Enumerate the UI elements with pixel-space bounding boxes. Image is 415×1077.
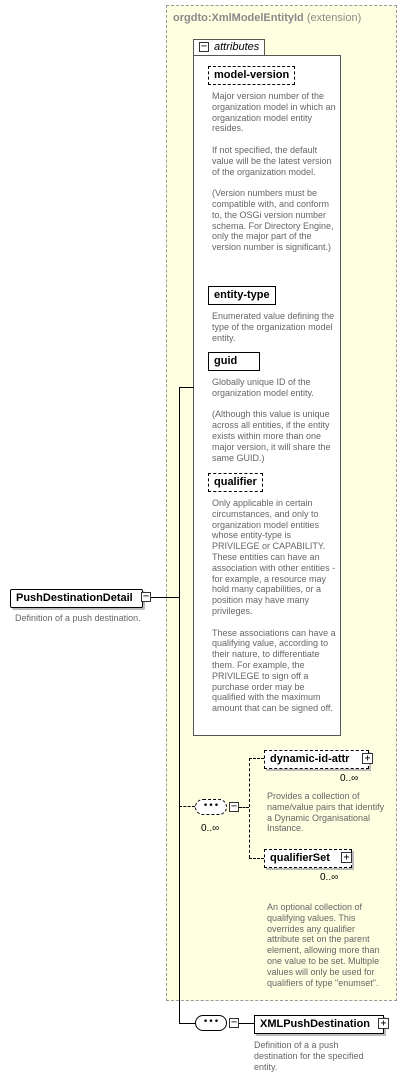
attribute-guid-description: Globally unique ID of the organization model entity. (Although this value is unique across all entities, if the entity exists within more than one major version, it will share the same GUID.) xyxy=(212,377,331,463)
connector-root xyxy=(151,597,179,598)
element-xml-push-destination[interactable]: XMLPushDestination xyxy=(254,1015,384,1034)
dynamic-id-attr-expand-icon[interactable]: + xyxy=(362,753,373,764)
dynamic-id-attr-occurrence: 0..∞ xyxy=(340,773,359,784)
connector-inner-vertical xyxy=(249,758,250,858)
qualifier-set-occurrence: 0..∞ xyxy=(320,872,339,883)
root-collapse-icon[interactable]: − xyxy=(142,591,150,602)
attribute-model-version-description: Major version number of the organization model in which an organization model entity resides. If not specified, the default value will be the latest version of the organization model. (Version numbers must be compatible with, and conform to, the OSGi version number schema. For Directory Engine, only the major part of the version number is significant.) xyxy=(212,91,336,253)
connector-inner-branch xyxy=(239,807,249,808)
inner-sequence-occurrence: 0..∞ xyxy=(201,823,220,834)
qualifier-set-description: An optional collection of qualifying values. This overrides any qualifier attribute set on the parent element, allowing more than one value to be set. Multiple values will only be used for qualifiers of type "enumset". xyxy=(267,902,380,988)
connector-attributes xyxy=(179,387,194,388)
attribute-guid[interactable]: guid xyxy=(208,352,260,371)
connector-inner-sequence xyxy=(179,806,195,807)
extension-qualifier: (extension) xyxy=(303,12,362,24)
qualifier-set-expand-icon[interactable]: + xyxy=(341,852,352,863)
attribute-entity-type[interactable]: entity-type xyxy=(208,286,276,305)
dynamic-id-attr-description: Provides a collection of name/value pairs that identify a Dynamic Organisational Instance. xyxy=(267,791,385,834)
attribute-model-version[interactable]: model-version xyxy=(208,66,295,85)
connector-qualifier-set xyxy=(249,858,264,859)
xml-push-destination-expand-icon[interactable]: + xyxy=(378,1018,389,1029)
attribute-entity-type-description: Enumerated value defining the type of the organization model entity. xyxy=(212,311,337,343)
connector-xml-push-destination xyxy=(239,1023,254,1024)
outer-sequence-collapse-icon[interactable]: − xyxy=(230,1017,238,1028)
inner-sequence-dots-icon: ••• xyxy=(202,801,220,811)
connector-dynamic-id-attr xyxy=(249,758,264,759)
element-qualifier-set[interactable]: qualifierSet xyxy=(264,849,352,868)
root-description: Definition of a push destination. xyxy=(15,613,141,623)
extension-type-name: orgdto:XmlModelEntityId xyxy=(173,12,304,24)
connector-outer-sequence xyxy=(179,1023,195,1024)
xml-push-destination-description: Definition of a a push destination for the specified entity. xyxy=(254,1040,364,1072)
outer-sequence-dots-icon: ••• xyxy=(202,1017,220,1027)
extension-title xyxy=(173,12,361,24)
element-dynamic-id-attr[interactable]: dynamic-id-attr xyxy=(264,750,369,769)
inner-sequence-collapse-icon[interactable]: − xyxy=(230,801,238,812)
root-element-push-destination-detail[interactable]: PushDestinationDetail xyxy=(10,589,143,608)
attributes-collapse-icon[interactable]: − xyxy=(200,41,208,52)
attribute-qualifier[interactable]: qualifier xyxy=(208,473,263,492)
connector-trunk xyxy=(179,387,180,1023)
attribute-qualifier-description: Only applicable in certain circumstances, and only to organization model entities whose entity-type is PRIVILEGE or CAPABILITY. These entities can have an association with other entities - for example, a resource may hold many capabilities, or a position may have many privileges. These associations can have a qualifying value, according to their nature, to differentiate them. For example, the PRIVILEGE to sign off a purchase order may be qualified with the maximum amount that can be signed off. xyxy=(212,498,336,714)
attributes-label: attributes xyxy=(214,41,260,53)
